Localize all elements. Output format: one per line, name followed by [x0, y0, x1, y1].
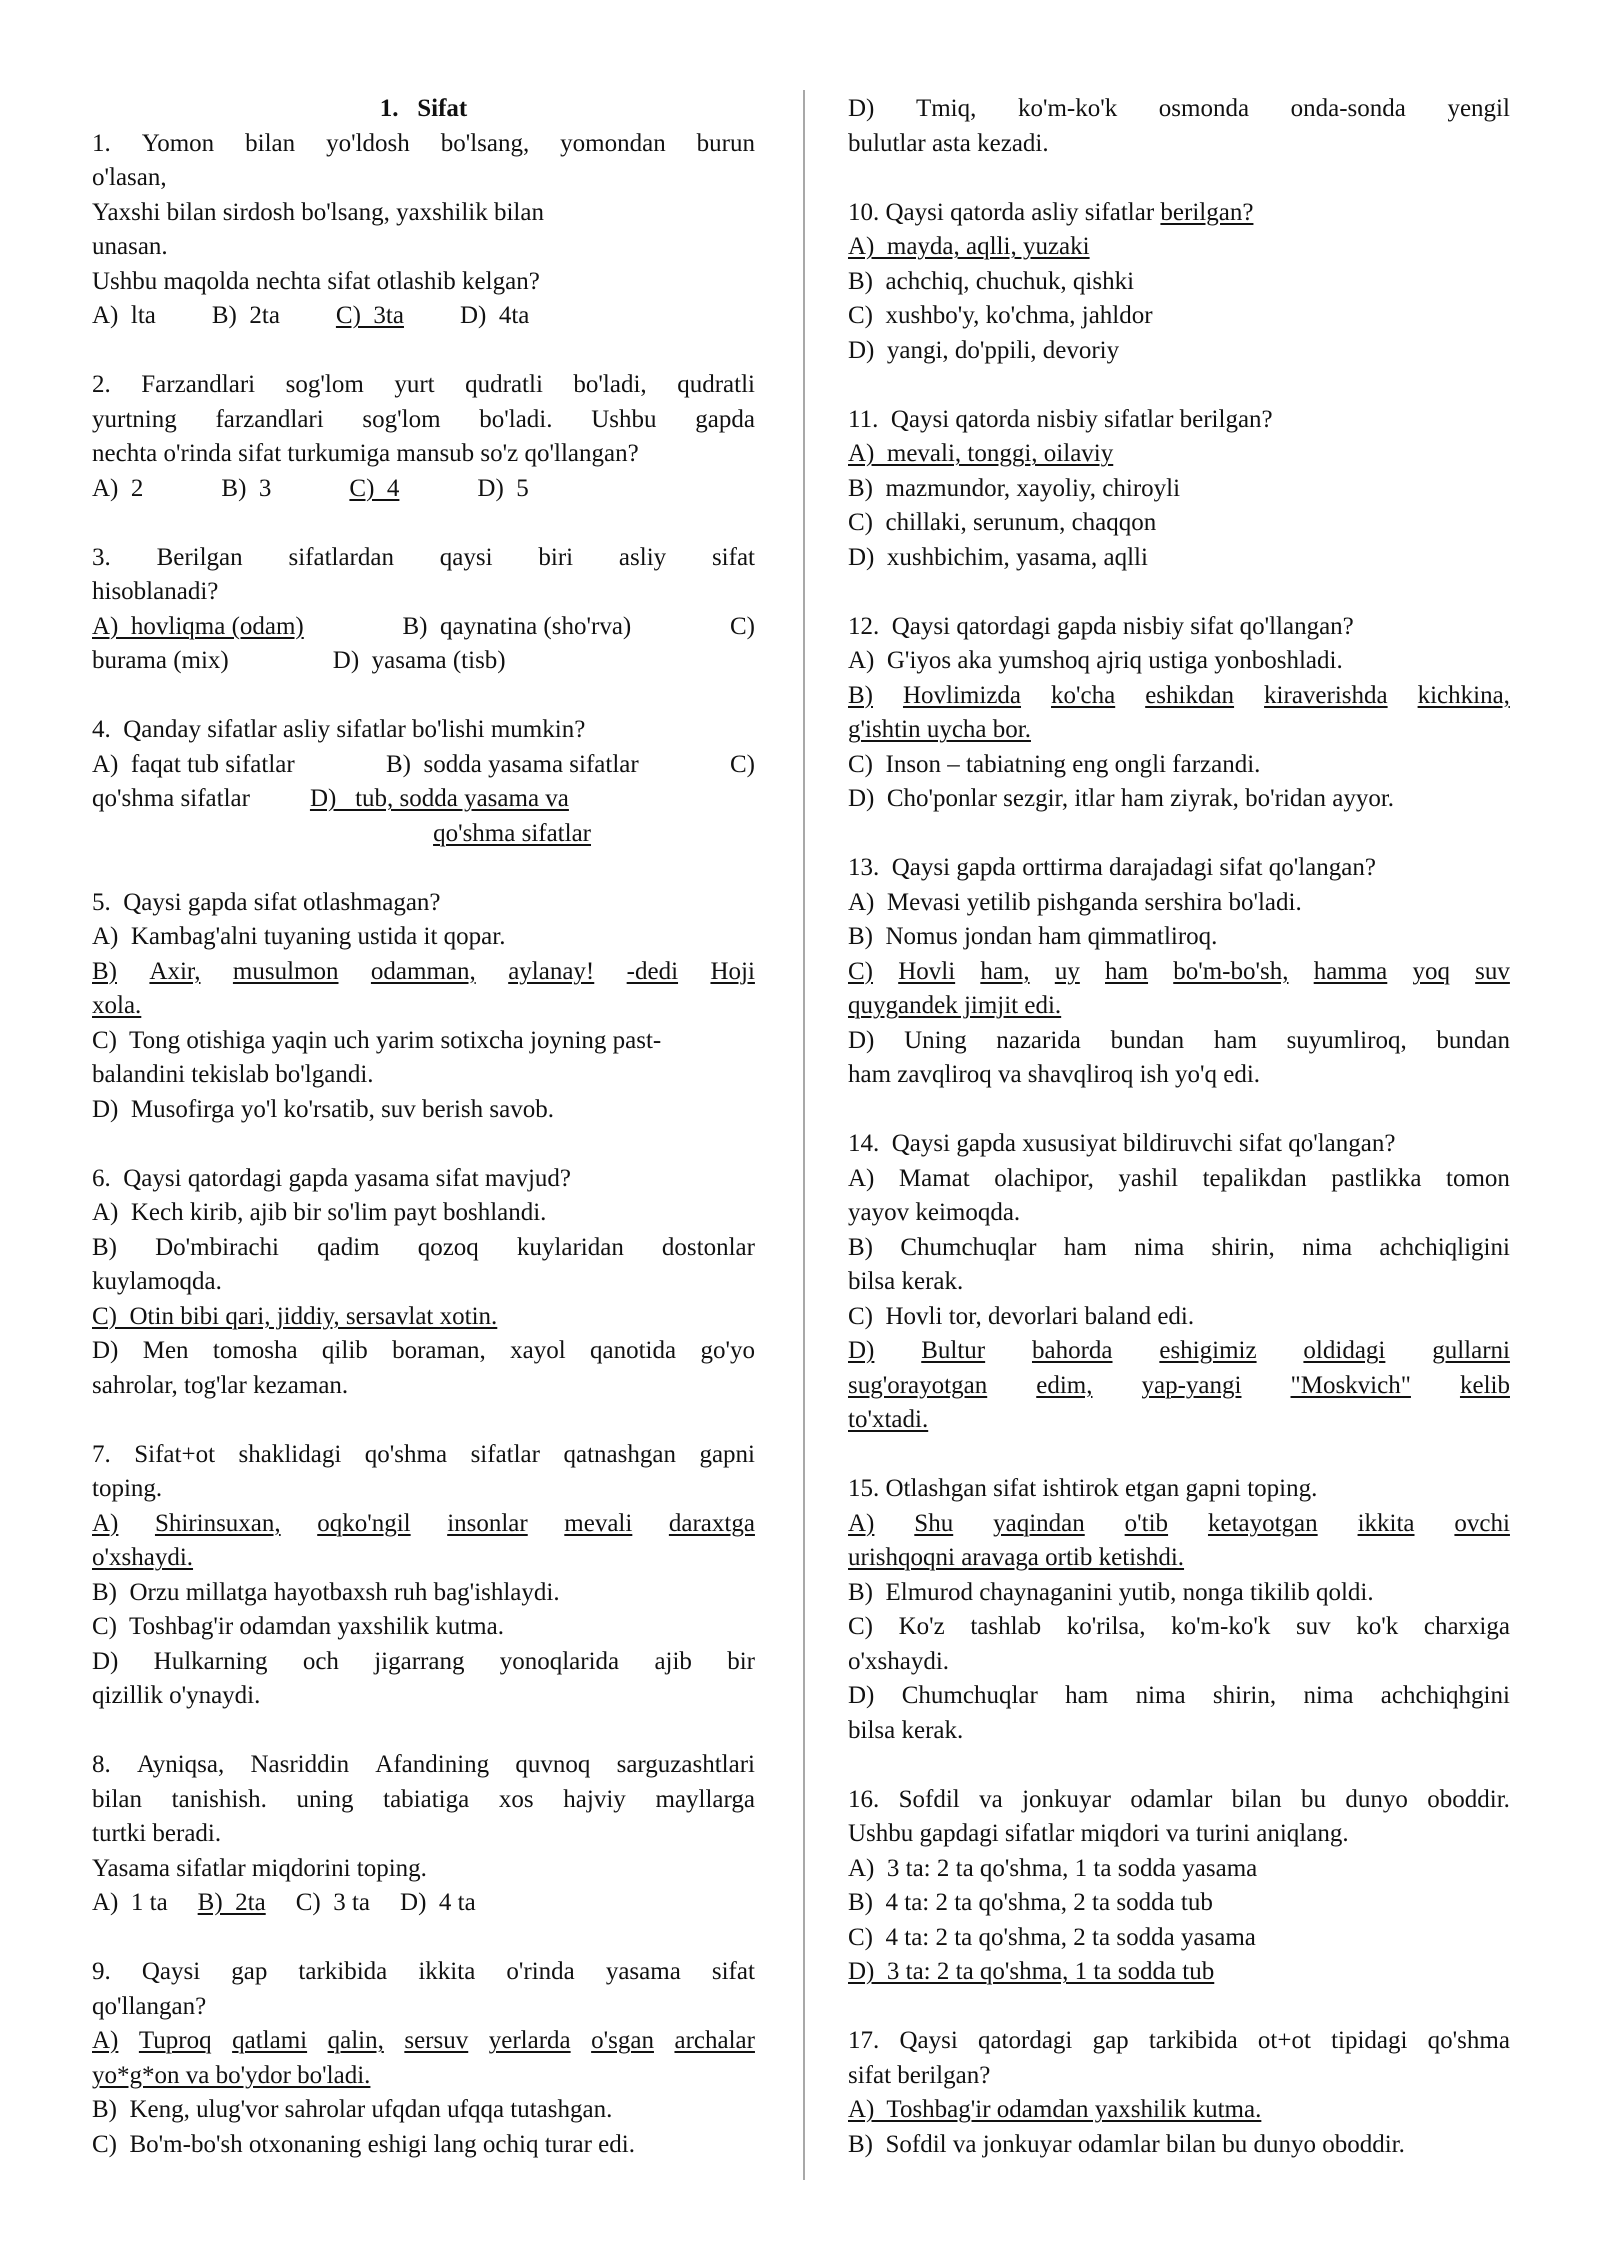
option-d-cont: qizillik o'ynaydi.: [92, 1682, 261, 1709]
option-d-correct: D) Bultur bahorda eshigimiz oldidagi gullarni: [848, 1337, 1510, 1364]
option-a-correct: A) mayda, aqlli, yuzaki: [848, 233, 1090, 260]
option-b: B) Elmurod chaynaganini yutib, nonga tikilib qoldi.: [848, 1578, 1374, 1606]
question-15: [848, 1472, 1510, 1748]
option-d: D) yangi, do'ppili, devoriy: [848, 336, 1120, 364]
question-4-options-line: [92, 817, 755, 852]
option-d: D) Uning nazarida bundan ham suyumliroq, bundan: [848, 1026, 1510, 1054]
option-d: D) yasama (tisb): [332, 647, 506, 674]
question-14-prompt: 14. Qaysi gapda xususiyat bildiruvchi sifat qo'langan?: [848, 1130, 1396, 1157]
option-b: B) 4 ta: 2 ta qo'shma, 2 ta sodda tub: [848, 1889, 1213, 1916]
question-13: [848, 851, 1510, 1093]
option-d-cont: sahrolar, tog'lar kezaman.: [92, 1371, 349, 1399]
option-a-correct: A) mevali, tonggi, oilaviy: [848, 440, 1114, 467]
question-8-text-line: turtki beradi.: [92, 1820, 222, 1847]
option-a-cont: yayov keimoqda.: [848, 1199, 1021, 1226]
option-a-correct: A) Tuproq qatlami qalin, sersuv yerlarda o'sgan archalar: [92, 2027, 755, 2054]
question-6-prompt: 6. Qaysi qatordagi gapda yasama sifat mavjud?: [92, 1164, 572, 1192]
option-a-correct: A) Shirinsuxan, oqko'ngil insonlar mevali daraxtga: [92, 1509, 755, 1537]
question-8: [92, 1748, 755, 1921]
option-b: B) achchiq, chuchuk, qishki: [848, 267, 1135, 295]
option-b: B) 3: [221, 474, 272, 502]
option-d-correct-cont: sug'orayotgan edim, yap-yangi "Moskvich" kelib: [848, 1371, 1510, 1399]
option-b: B) Do'mbirachi qadim qozoq kuylaridan dostonlar: [92, 1233, 755, 1261]
question-4: [92, 713, 755, 851]
question-8-text-line: 8. Ayniqsa, Nasriddin Afandining quvnoq sarguzashtlari: [92, 1751, 755, 1778]
option-d: D) Cho'ponlar sezgir, itlar ham ziyrak, bo'ridan ayyor.: [848, 785, 1395, 812]
question-1-text-line: o'lasan,: [92, 164, 167, 191]
option-c: C) Inson – tabiatning eng ongli farzandi.: [848, 750, 1261, 778]
option-a: A) lta: [92, 302, 156, 329]
option-a-correct: A) Toshbag'ir odamdan yaxshilik kutma.: [848, 2096, 1262, 2123]
question-15-prompt: 15. Otlashgan sifat ishtirok etgan gapni toping.: [848, 1475, 1318, 1502]
option-d: D) 4 ta: [400, 1889, 476, 1916]
option-d-correct-cont: qo'shma sifatlar: [433, 819, 591, 847]
option-d: D) 5: [477, 474, 529, 502]
question-2-text-line: yurtning farzandlari sog'lom bo'ladi. Ushbu gapda: [92, 405, 755, 433]
question-17-text-line: 17. Qaysi qatordagi gap tarkibida ot+ot tipidagi qo'shma: [848, 2027, 1510, 2054]
option-a-correct-cont: yo*g*on va bo'ydor bo'ladi.: [92, 2061, 371, 2089]
question-14: [848, 1127, 1510, 1438]
option-b-correct: B) 2ta: [197, 1889, 266, 1916]
option-d-correct: D) tub, sodda yasama va: [309, 785, 569, 812]
option-d: D) Hulkarning och jigarrang yonoqlarida ajib bir: [92, 1647, 755, 1675]
question-5: [92, 886, 755, 1128]
option-d-correct: D) 3 ta: 2 ta qo'shma, 1 ta sodda tub: [848, 1958, 1215, 1985]
question-3-text-line: hisoblanadi?: [92, 578, 219, 605]
option-b: B) mazmundor, xayoliy, chiroyli: [848, 474, 1181, 502]
question-8-text-line: bilan tanishish. uning tabiatiga xos hajviy mayllarga: [92, 1785, 755, 1813]
option-d-cont: ham zavqliroq va shavqliroq ish yo'q edi.: [848, 1061, 1261, 1088]
question-6: [92, 1162, 755, 1404]
option-d: D) Tmiq, ko'm-ko'k osmonda onda-sonda yengil: [848, 95, 1510, 122]
question-5-prompt: 5. Qaysi gapda sifat otlashmagan?: [92, 888, 441, 916]
option-a: A) 2: [92, 474, 144, 502]
option-a: A) G'iyos aka yumshoq ajriq ustiga yonboshladi.: [848, 647, 1343, 674]
option-c: C) Toshbag'ir odamdan yaxshilik kutma.: [92, 1613, 504, 1640]
question-17: [848, 2024, 1510, 2162]
option-b: B) qaynatina (sho'rva): [402, 612, 632, 640]
option-d: D) 4ta: [459, 302, 530, 329]
option-c: C) 3 ta: [295, 1889, 371, 1916]
option-b: B) Chumchuqlar ham nima shirin, nima achchiqligini: [848, 1233, 1510, 1261]
option-a: A) 3 ta: 2 ta qo'shma, 1 ta sodda yasama: [848, 1854, 1258, 1882]
option-b: B) 2ta: [211, 302, 280, 329]
option-a: A) Mevasi yetilib pishganda sershira bo'ladi.: [848, 888, 1302, 916]
option-a-correct-cont: o'xshaydi.: [92, 1544, 194, 1571]
option-d-cont: bilsa kerak.: [848, 1716, 964, 1744]
question-11-prompt: 11. Qaysi qatorda nisbiy sifatlar berilgan?: [848, 405, 1273, 433]
option-d: D) Chumchuqlar ham nima shirin, nima achchiqhgini: [848, 1682, 1510, 1709]
question-2-text-line: 2. Farzandlari sog'lom yurt qudratli bo'ladi, qudratli: [92, 371, 755, 398]
option-b-cont: bilsa kerak.: [848, 1268, 964, 1295]
question-16-text-line: 16. Sofdil va jonkuyar odamlar bilan bu dunyo oboddir.: [848, 1785, 1510, 1813]
option-b-correct-cont: g'ishtin uycha bor.: [848, 716, 1031, 743]
option-b: B) Orzu millatga hayotbaxsh ruh bag'ishlaydi.: [92, 1578, 560, 1606]
option-d: D) Men tomosha qilib boraman, xayol qanotida go'yo: [92, 1337, 755, 1364]
option-a: A) Kambag'alni tuyaning ustida it qopar.: [92, 923, 506, 950]
option-a: A) Kech kirib, ajib bir so'lim payt boshlandi.: [92, 1199, 547, 1226]
question-1: [92, 127, 755, 334]
question-16-prompt: Ushbu gapdagi sifatlar miqdori va turini aniqlang.: [848, 1820, 1349, 1847]
question-3: [92, 541, 755, 679]
question-11: [848, 403, 1510, 576]
question-4-options-line: [92, 748, 755, 783]
question-1-text-line: 1. Yomon bilan yo'ldosh bo'lsang, yomondan burun: [92, 129, 755, 157]
option-a-correct: A) Shu yaqindan o'tib ketayotgan ikkita ovchi: [848, 1509, 1510, 1537]
option-a-correct-cont: urishqoqni aravaga ortib ketishdi.: [848, 1544, 1185, 1571]
question-12: [848, 610, 1510, 817]
option-b: B) sodda yasama sifatlar: [386, 750, 639, 778]
option-d: D) Musofirga yo'l ko'rsatib, suv berish savob.: [92, 1095, 554, 1123]
option-b: B) Keng, ulug'vor sahrolar ufqdan ufqqa tutashgan.: [92, 2096, 613, 2123]
question-10: [848, 196, 1510, 369]
question-13-prompt: 13. Qaysi gapda orttirma darajadagi sifat qo'langan?: [848, 854, 1376, 881]
option-b-cont: kuylamoqda.: [92, 1268, 222, 1295]
question-16: [848, 1783, 1510, 1990]
option-c: C) xushbo'y, ko'chma, jahldor: [848, 302, 1153, 329]
question-2-options: [92, 472, 755, 507]
question-4-prompt: 4. Qanday sifatlar asliy sifatlar bo'lishi mumkin?: [92, 716, 586, 743]
question-1-text-line: unasan.: [92, 233, 168, 260]
question-9-text-line: 9. Qaysi gap tarkibida ikkita o'rinda yasama sifat: [92, 1958, 755, 1985]
question-7: [92, 1438, 755, 1714]
question-1-text-line: Yaxshi bilan sirdosh bo'lsang, yaxshilik bilan: [92, 198, 544, 226]
option-c-cont: balandini tekislab bo'lgandi.: [92, 1061, 374, 1088]
option-d-cont: bulutlar asta kezadi.: [848, 129, 1049, 157]
question-3-options-line: [92, 610, 755, 645]
question-9-continued: [848, 92, 1510, 161]
question-7-text-line: toping.: [92, 1475, 163, 1502]
question-8-prompt: Yasama sifatlar miqdorini toping.: [92, 1854, 427, 1882]
right-column: [848, 92, 1510, 2162]
option-c: C) Tong otishiga yaqin uch yarim sotixcha joyning past-: [92, 1026, 662, 1054]
option-c-correct: C) Otin bibi qari, jiddiy, sersavlat xotin.: [92, 1302, 498, 1330]
question-7-text-line: 7. Sifat+ot shaklidagi qo'shma sifatlar qatnashgan gapni: [92, 1440, 755, 1468]
option-c: C) Ko'z tashlab ko'rilsa, ko'm-ko'k suv ko'k charxiga: [848, 1613, 1510, 1640]
question-12-prompt: 12. Qaysi qatordagi gapda nisbiy sifat qo'llangan?: [848, 612, 1354, 640]
question-9: [92, 1955, 755, 2162]
question-1-options: [92, 299, 755, 334]
option-b: B) Sofdil va jonkuyar odamlar bilan bu dunyo oboddir.: [848, 2130, 1405, 2158]
question-17-text-line: sifat berilgan?: [848, 2061, 991, 2089]
option-c: C) 4 ta: 2 ta qo'shma, 2 ta sodda yasama: [848, 1923, 1256, 1951]
question-1-prompt: Ushbu maqolda nechta sifat otlashib kelgan?: [92, 267, 540, 295]
option-a: A) faqat tub sifatlar: [92, 750, 295, 778]
option-d-correct-cont: to'xtadi.: [848, 1406, 929, 1433]
page-title: 1. Sifat: [379, 95, 468, 122]
question-2: [92, 368, 755, 506]
question-3-options-line: burama (mix) D) yasama (tisb): [92, 644, 755, 679]
option-c-correct: C) 3ta: [335, 302, 404, 329]
option-b-correct: B) Hovlimizda ko'cha eshikdan kiraverishda kichkina,: [848, 681, 1510, 709]
option-c-correct-cont: quygandek jimjit edi.: [848, 992, 1062, 1019]
option-a-correct: A) hovliqma (odam): [92, 612, 304, 640]
question-9-text-line: qo'llangan?: [92, 1992, 207, 2020]
left-column: [92, 92, 755, 2162]
option-c: C) chillaki, serunum, chaqqon: [848, 509, 1157, 536]
option-c-correct: C) Hovli ham, uy ham bo'm-bo'sh, hamma yoq suv: [848, 957, 1510, 985]
option-c-correct: C) 4: [349, 474, 400, 502]
question-8-options: [92, 1886, 755, 1921]
option-c-cont: o'xshaydi.: [848, 1647, 950, 1675]
option-a: A) Mamat olachipor, yashil tepalikdan pastlikka tomon: [848, 1164, 1510, 1192]
option-c: C) Bo'm-bo'sh otxonaning eshigi lang ochiq turar edi.: [92, 2130, 635, 2158]
column-divider: [803, 90, 805, 2180]
question-10-prompt: 10. Qaysi qatorda asliy sifatlar berilgan?: [848, 198, 1254, 226]
question-4-options-line: qo'shma sifatlar D) tub, sodda yasama va: [92, 782, 755, 817]
option-c: C): [729, 612, 755, 640]
option-d: D) xushbichim, yasama, aqlli: [848, 543, 1148, 571]
option-b-correct: B) Axir, musulmon odamman, aylanay! -dedi Hoji: [92, 957, 755, 985]
option-b-correct-cont: xola.: [92, 992, 142, 1019]
question-2-prompt: nechta o'rinda sifat turkumiga mansub so'z qo'llangan?: [92, 440, 639, 467]
option-c: C): [730, 750, 755, 778]
option-b: B) Nomus jondan ham qimmatliroq.: [848, 923, 1218, 950]
option-a: A) 1 ta: [92, 1889, 168, 1916]
question-3-text-line: 3. Berilgan sifatlardan qaysi biri asliy sifat: [92, 543, 755, 571]
option-c: C) Hovli tor, devorlari baland edi.: [848, 1302, 1195, 1330]
